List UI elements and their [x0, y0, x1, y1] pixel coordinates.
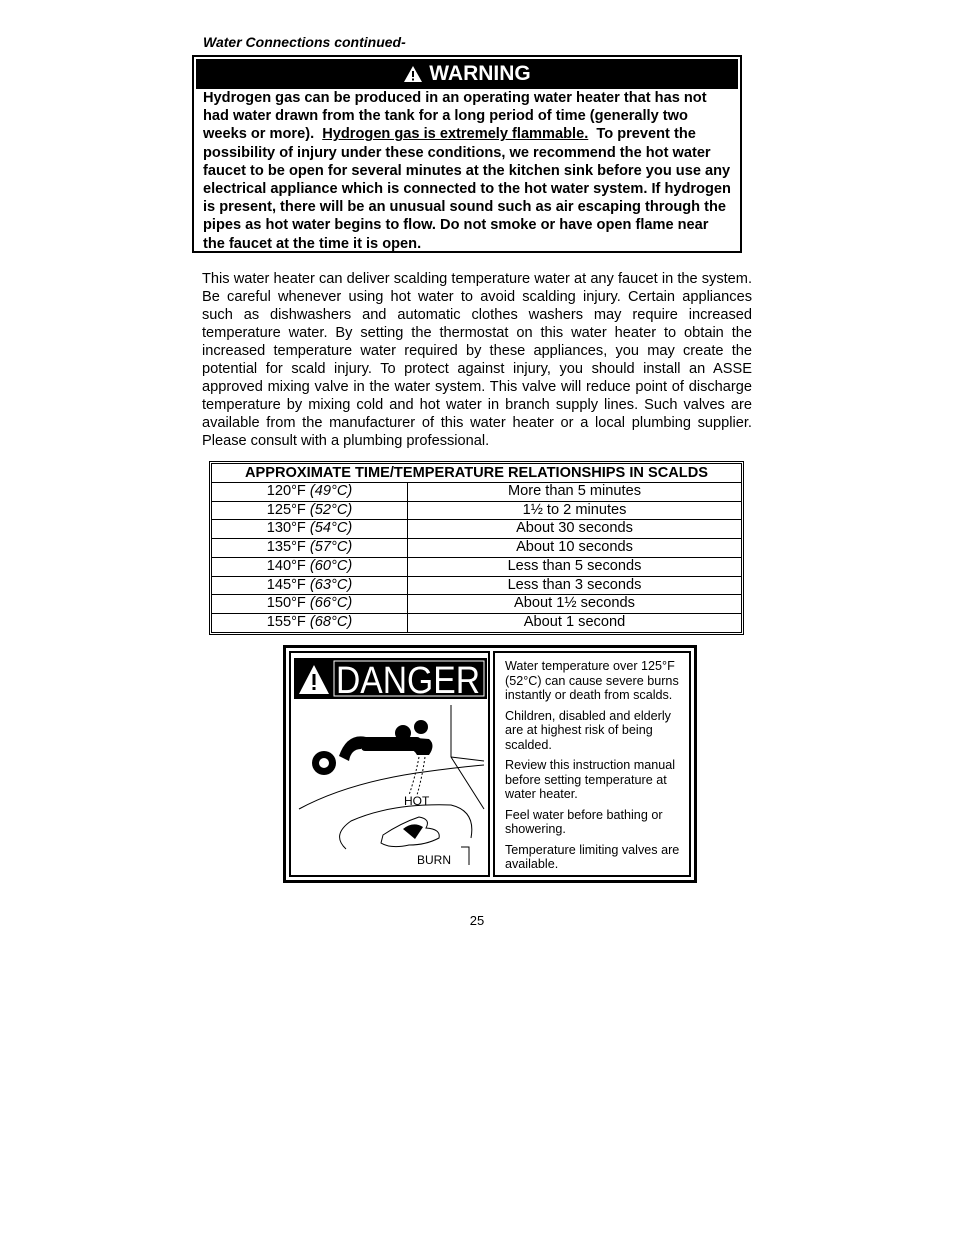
temp-f: 150°F — [266, 595, 306, 612]
hot-label: HOT — [404, 794, 430, 808]
temp-c: (60°C) — [309, 557, 353, 574]
temperature-cell — [212, 501, 408, 520]
temp-f: 145°F — [266, 576, 306, 593]
burn-label: BURN — [417, 853, 452, 867]
temperature-cell — [212, 595, 408, 614]
table-row — [212, 520, 742, 539]
danger-message: Temperature limiting valves are available. — [505, 842, 680, 871]
hydrogen-warning-box — [192, 55, 742, 253]
danger-message: Children, disabled and elderly are at highest risk of being scalded. — [505, 708, 671, 752]
time-cell: 1½ to 2 minutes — [408, 501, 742, 520]
temperature-cell — [212, 557, 408, 576]
temp-c: (54°C) — [309, 520, 353, 537]
temp-c: (57°C) — [309, 539, 353, 556]
temp-c: (68°C) — [309, 613, 353, 630]
temp-c: (66°C) — [309, 595, 353, 612]
temperature-cell — [212, 576, 408, 595]
temp-c: (49°C) — [309, 483, 353, 499]
scalding-paragraph: This water heater can deliver scalding temperature water at any faucet in the system. Be careful whenever using hot water to avoid scalding injury. Certain appliances such as dishwashers and automatic clothes washers may require increased temperature water. By setting the thermostat on this water heater to obtain the increased temperature water required by these appliances, you may create the potential for scald injury. To protect against injury, you should install an ASSE approved mixing valve in the water system. This valve will reduce point of discharge temperature by mixing cold and hot water in branch supply lines. Such valves are available from the manufacturer of this water heater or a local plumbing supplier. Please consult with a plumbing professional. — [202, 271, 752, 449]
table-row — [212, 501, 742, 520]
danger-message: Water temperature over 125°F (52°C) can cause severe burns instantly or death from scalds. — [505, 659, 679, 702]
warning-text-part1: Hydrogen gas can be produced in an operating water heater that has not had water drawn from the tank for a long period of time (generally two weeks or more). — [203, 90, 707, 143]
time-cell: About 1½ seconds — [408, 595, 742, 614]
time-cell: More than 5 minutes — [408, 483, 742, 502]
temp-f: 130°F — [266, 520, 306, 537]
temperature-cell — [212, 520, 408, 539]
temperature-cell — [212, 539, 408, 558]
table-row — [212, 539, 742, 558]
temp-f: 120°F — [266, 483, 306, 499]
danger-title: DANGER — [336, 660, 480, 702]
danger-messages-panel — [493, 651, 691, 877]
time-cell: About 30 seconds — [408, 520, 742, 539]
warning-text — [194, 89, 740, 253]
danger-pictogram-panel — [289, 651, 490, 877]
table-row — [212, 483, 742, 502]
temperature-cell — [212, 613, 408, 632]
temperature-cell — [212, 483, 408, 502]
scald-table — [209, 461, 744, 635]
danger-label — [283, 645, 697, 883]
time-cell: About 1 second — [408, 613, 742, 632]
table-row — [212, 576, 742, 595]
scald-table-header: APPROXIMATE TIME/TEMPERATURE RELATIONSHIPS IN SCALDS — [212, 464, 742, 483]
warning-text-part2: To prevent the possibility of injury under these conditions, we recommend the hot water faucet to be open for several minutes at the kitchen sink before you use any electrical appliance which is connected to the hot water system. If hydrogen is present, there will be an unusual sound such as air escaping through the pipes as hot water begins to flow. Do not smoke or have open flame near the faucet at the time it is open. — [203, 126, 731, 252]
temp-f: 135°F — [266, 539, 306, 556]
temp-c: (63°C) — [309, 576, 353, 593]
warning-triangle-icon — [403, 65, 423, 83]
faucet-icon — [312, 720, 433, 775]
time-cell: About 10 seconds — [408, 539, 742, 558]
table-row — [212, 557, 742, 576]
section-heading: Water Connections continued- — [203, 34, 406, 50]
time-cell: Less than 5 seconds — [408, 557, 742, 576]
table-row — [212, 595, 742, 614]
warning-header — [196, 59, 738, 89]
warning-text-flammable: Hydrogen gas is extremely flammable. — [322, 126, 589, 143]
danger-pictogram — [291, 653, 488, 875]
page-number: 25 — [469, 913, 485, 928]
danger-message: Review this instruction manual before setting temperature at water heater. — [505, 758, 676, 801]
temp-f: 125°F — [266, 501, 306, 518]
temp-f: 155°F — [266, 613, 306, 630]
table-row — [212, 613, 742, 632]
danger-message: Feel water before bathing or showering. — [505, 807, 663, 836]
time-cell: Less than 3 seconds — [408, 576, 742, 595]
temp-f: 140°F — [266, 557, 306, 574]
temp-c: (52°C) — [309, 501, 353, 518]
warning-title: WARNING — [429, 62, 531, 85]
